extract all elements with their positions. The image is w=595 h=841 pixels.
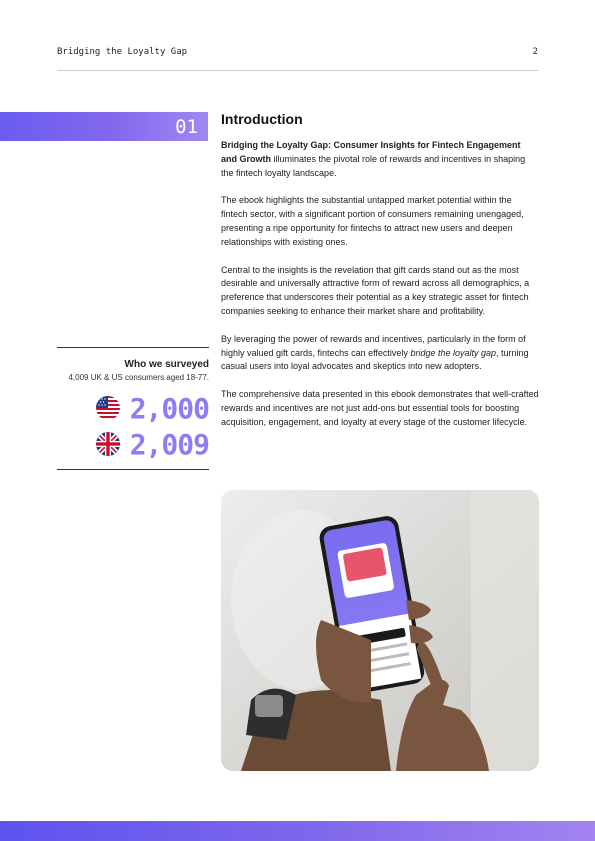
paragraph-3: Central to the insights is the revelation that gift cards stand out as the most desirable and universally attractive form of reward across all demographics, a preference that underscores their potential as a key strategic asset for fintech companies seeking to enhance their market share and profitability. xyxy=(221,264,530,316)
intro-paragraph xyxy=(221,139,539,180)
header-title: Bridging the Loyalty Gap xyxy=(57,47,188,57)
us-flag-icon xyxy=(96,396,120,420)
paragraph-4 xyxy=(221,333,539,374)
paragraph-4-end: , turning casual users into loyal advocates and skeptics into new adopters. xyxy=(221,347,529,372)
footer-bar xyxy=(0,821,595,841)
stat-row-uk xyxy=(57,426,209,462)
intro-paragraph-rest: illuminates the pivotal role of rewards and incentives in shaping the fintech loyalty landscape. xyxy=(221,153,526,178)
header-divider xyxy=(57,70,538,71)
stat-value-uk: 2,009 xyxy=(129,427,209,461)
section-number: 01 xyxy=(175,116,198,138)
section-heading: Introduction xyxy=(221,111,303,127)
survey-subtitle: 4,009 UK & US consumers aged 18-77. xyxy=(68,373,209,382)
survey-title: Who we surveyed xyxy=(124,359,209,370)
section-number-bar xyxy=(0,112,208,141)
hands-holding-phone-photo xyxy=(221,490,539,771)
paragraph-4-start: By leveraging the power of rewards and incentives, particularly in the form of highly valued gift cards, fintechs can effectively xyxy=(221,333,526,358)
paragraph-5: The comprehensive data presented in this ebook demonstrates that well-crafted rewards and incentives are not just add-ons but essential tools for boosting acquisition, engagement, and loyalty at every stage of the customer lifecycle. xyxy=(221,389,539,427)
intro-bold-title: Bridging the Loyalty Gap: Consumer Insights for Fintech Engagement and Growth xyxy=(221,140,521,164)
intro-content xyxy=(221,111,539,444)
page-number: 2 xyxy=(532,47,538,57)
uk-flag-icon xyxy=(96,432,120,456)
stat-row-us xyxy=(57,390,209,426)
survey-panel xyxy=(57,347,209,470)
paragraph-4-italic: bridge the loyalty gap xyxy=(410,347,496,358)
paragraph-2: The ebook highlights the substantial untapped market potential within the fintech sector, with a significant portion of consumers remaining unengaged, presenting a ripe opportunity for fintechs to attract new users and deepen relationships with existing ones. xyxy=(221,195,524,247)
stat-value-us: 2,000 xyxy=(129,391,209,425)
